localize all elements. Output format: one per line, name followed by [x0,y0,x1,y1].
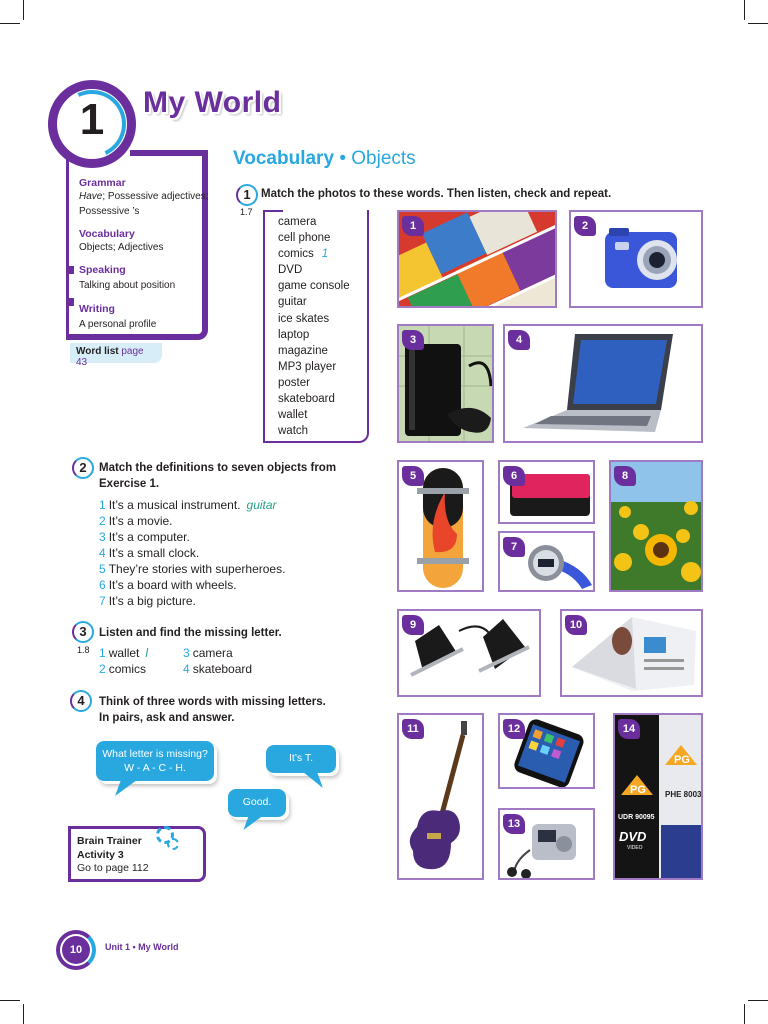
speaking-marker [66,266,74,274]
photo-magazine [560,609,703,697]
photo-cell-phone [498,713,595,789]
photo-number: 6 [503,466,525,486]
word-item: watch [278,425,309,438]
unit-title: My World [143,86,282,119]
speech-bubble-answer: It’s T. [266,745,336,773]
audio-track: 1.7 [240,207,253,217]
crop-mark [23,0,24,20]
page-number: 10 [62,936,90,964]
exercise4-instruction: Think of three words with missing letters. In pairs, ask and answer. [99,696,326,724]
photo-comics [397,210,557,308]
crop-mark [744,1004,745,1024]
photo-number: 9 [402,615,424,635]
word-item: skateboard [278,393,335,406]
definition-item: 3 It’s a computer. [99,530,190,544]
word-item: comics 1 [278,248,329,261]
missing-letter-item: 4 skateboard [183,662,253,676]
word-item: wallet [278,409,308,422]
photo-number: 13 [503,814,525,834]
crop-mark [748,1000,768,1001]
photo-number: 10 [565,615,587,635]
vocabulary-text: Objects; Adjectives [79,242,164,253]
gear-icon [167,838,179,850]
dvd-logo-sub: VIDEO [627,845,643,851]
photo-wallet [498,460,595,524]
photo-watch [498,531,595,592]
definition-item: 4 It’s a small clock. [99,546,200,560]
photo-laptop [503,324,703,443]
exercise-number: 2 [72,457,94,479]
brain-trainer-page: Go to page 112 [77,862,149,874]
word-item: poster [278,376,310,389]
photo-guitar [397,713,484,880]
dvd-rating: PG [674,754,690,766]
definition-item: 2 It’s a movie. [99,514,173,528]
photo-number: 12 [503,719,525,739]
exercise2-instruction: Match the definitions to seven objects from Exercise 1. [99,462,337,490]
dvd-code: UDR 90095 [618,814,655,821]
photo-poster [609,460,703,592]
photo-number: 14 [618,719,640,739]
exercise-number: 3 [72,621,94,643]
definition-item: 1 It’s a musical instrument. guitar [99,498,277,512]
word-list-link[interactable]: Word list page 43 [70,343,162,363]
missing-letter-item: 2 comics [99,662,147,676]
grammar-text-line1: Have; Possessive adjectives; [79,191,209,202]
grammar-heading: Grammar [79,177,126,189]
unit-number: 1 [79,95,105,144]
dvd-image [615,715,703,880]
vocabulary-heading: Vocabulary [79,228,135,240]
dvd-code: PHE 8003 [665,790,702,799]
word-item: guitar [278,296,307,309]
photo-mp3-player [498,808,595,880]
photo-dvd [613,713,703,880]
missing-letter-item: 3 camera [183,646,233,660]
speaking-heading: Speaking [79,264,126,276]
photo-number: 2 [574,216,596,236]
bubble-tail [243,816,262,830]
word-item: cell phone [278,232,331,245]
word-item: DVD [278,264,303,277]
missing-letter-item: 1 wallet l [99,646,149,660]
exercise1-instruction: Match the photos to these words. Then listen, check and repeat. [261,188,612,200]
dvd-logo: DVD [619,829,647,844]
section-heading: Vocabulary • Objects [233,148,416,169]
photo-ice-skates [397,609,541,697]
photo-game-console [397,324,494,443]
speaking-text: Talking about position [79,280,176,291]
photo-number: 5 [402,466,424,486]
crop-mark [0,23,20,24]
photo-number: 1 [402,216,424,236]
answer-example: 1 [321,248,329,261]
contents-panel-top [130,150,208,156]
word-item: camera [278,216,317,228]
writing-marker [66,298,74,306]
speech-bubble-question: What letter is missing? W - A - C - H. [96,741,214,781]
photo-skateboard [397,460,484,592]
photo-number: 8 [614,466,636,486]
word-item: game console [278,280,350,293]
dvd-rating: PG [630,784,646,796]
word-box-top [263,210,283,212]
writing-text: A personal profile [79,319,157,330]
exercise-number: 1 [236,184,258,206]
word-item: MP3 player [278,360,337,373]
crop-mark [23,1004,24,1024]
definition-item: 5 They’re stories with superheroes. [99,562,286,576]
definition-item: 6 It’s a board with wheels. [99,578,237,592]
running-footer: Unit 1 • My World [105,942,179,952]
brain-trainer-edge [68,826,71,882]
exercise3-instruction: Listen and find the missing letter. [99,627,282,639]
crop-mark [744,0,745,20]
photo-number: 7 [503,537,525,557]
word-list [278,214,350,439]
laptop-image [505,326,703,443]
photo-number: 11 [402,719,424,739]
bubble-tail [303,772,323,788]
definition-item: 7 It’s a big picture. [99,594,196,608]
word-item: magazine [278,344,328,357]
crop-mark [748,23,768,24]
brain-trainer-title: Brain Trainer Activity 3 [77,835,142,861]
photo-number: 4 [508,330,530,350]
audio-track: 1.8 [77,645,90,655]
exercise-number: 4 [70,690,92,712]
word-item: ice skates [278,312,330,325]
photo-camera [569,210,703,308]
bubble-tail [115,780,137,796]
guitar-image [399,715,484,880]
crop-mark [0,1000,20,1001]
writing-heading: Writing [79,303,115,315]
speech-bubble-reply: Good. [228,789,286,817]
grammar-text-line2: Possessive ’s [79,206,140,217]
word-item: laptop [278,328,310,341]
definition-list [99,497,285,609]
photo-number: 3 [402,330,424,350]
